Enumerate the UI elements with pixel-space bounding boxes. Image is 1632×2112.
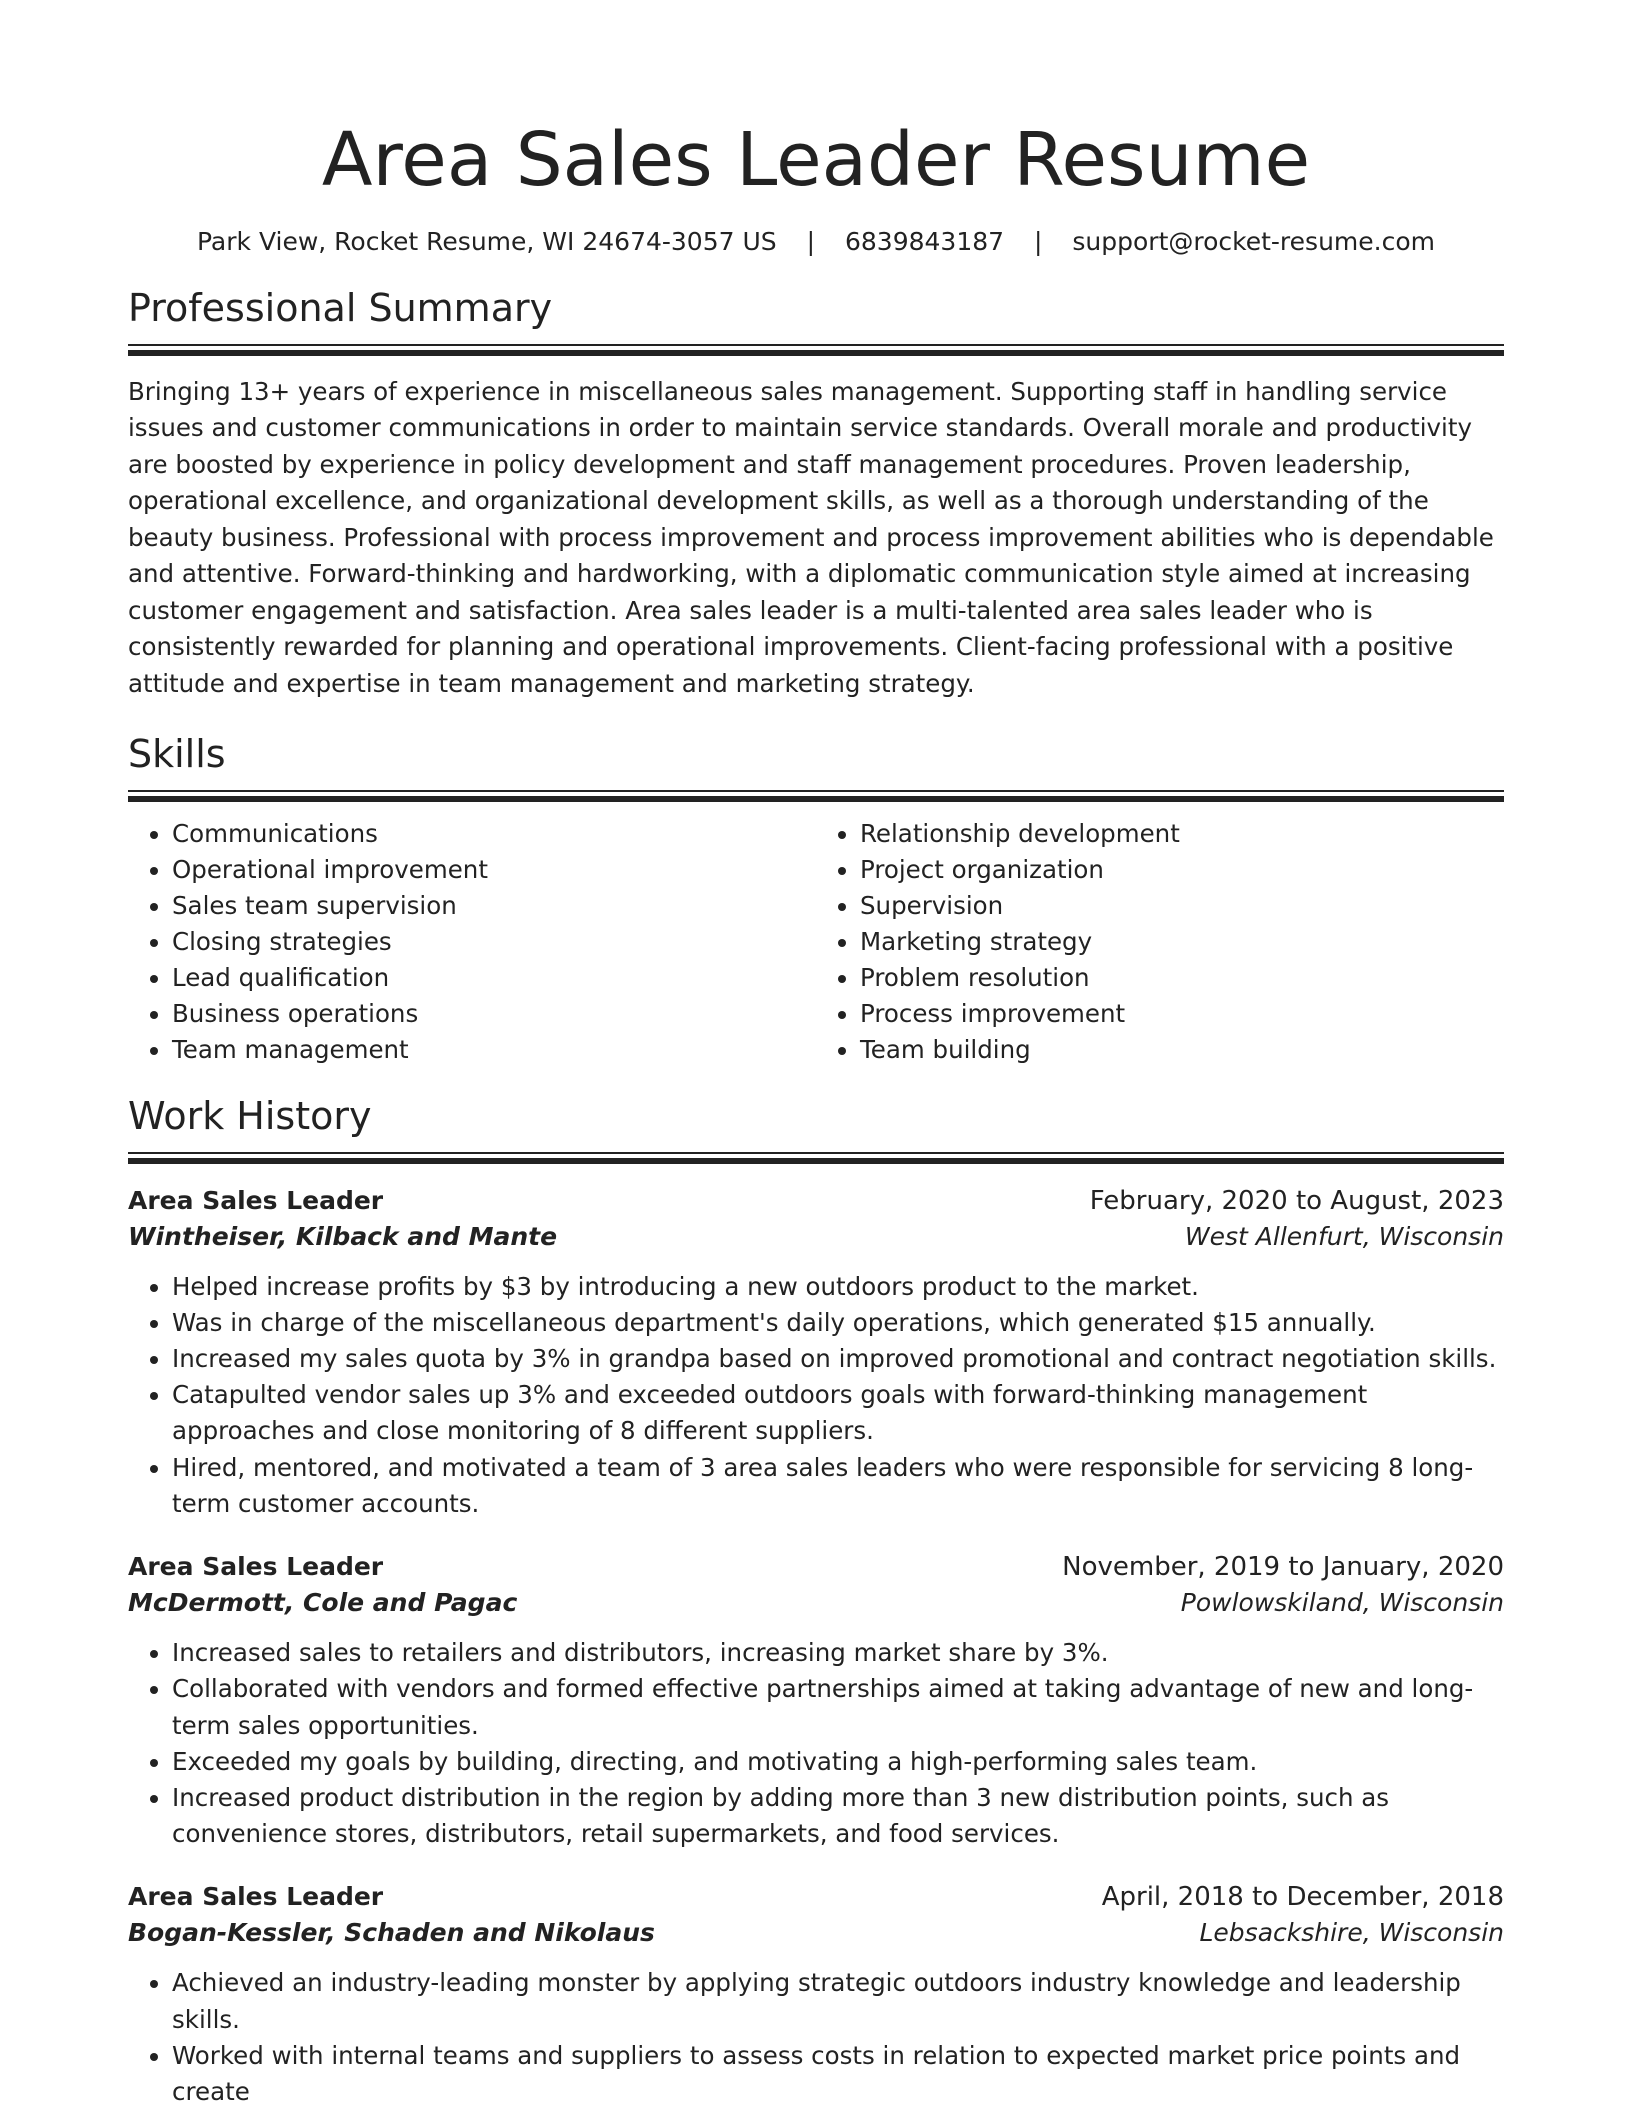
job-header-row xyxy=(128,1882,1504,1912)
skill-item: • Team management xyxy=(172,1032,816,1068)
summary-section xyxy=(128,286,1504,702)
job-company: Wintheiser, Kilback and Mante xyxy=(128,1221,558,1251)
contact-address: Park View, Rocket Resume, WI 24674-3057 US xyxy=(196,227,777,257)
skill-item: • Operational improvement xyxy=(172,852,816,888)
job-bullet: • Worked with internal teams and suppliers to assess costs in relation to expected market price points and create xyxy=(172,2038,1504,2110)
job-entry xyxy=(128,1552,1504,1852)
job-subheader-row xyxy=(128,1918,1504,1947)
job-company: McDermott, Cole and Pagac xyxy=(128,1588,518,1618)
job-bullet: • Helped increase profits by $3 by introducing a new outdoors product to the market. xyxy=(172,1269,1504,1305)
section-divider xyxy=(128,1152,1504,1164)
job-title: Area Sales Leader xyxy=(128,1882,384,1912)
skills-list-left xyxy=(128,816,816,1068)
job-bullet: • Exceeded my goals by building, directing, and motivating a high-performing sales team. xyxy=(172,1744,1504,1780)
section-heading-skills: Skills xyxy=(128,732,226,777)
skill-item: • Process improvement xyxy=(860,996,1504,1032)
job-header-row xyxy=(128,1186,1504,1216)
skill-item: • Problem resolution xyxy=(860,960,1504,996)
section-heading-work-history: Work History xyxy=(128,1094,372,1139)
skill-item: • Communications xyxy=(172,816,816,852)
skill-item: • Supervision xyxy=(860,888,1504,924)
job-dates: April, 2018 to December, 2018 xyxy=(1101,1882,1504,1913)
section-divider xyxy=(128,344,1504,356)
job-title: Area Sales Leader xyxy=(128,1185,384,1215)
contact-phone: 6839843187 xyxy=(844,227,1005,257)
job-dates: November, 2019 to January, 2020 xyxy=(1062,1552,1504,1583)
skill-item: • Project organization xyxy=(860,852,1504,888)
job-header-row xyxy=(128,1552,1504,1582)
job-entry xyxy=(128,1882,1504,2110)
job-bullets xyxy=(128,1635,1504,1852)
job-bullets xyxy=(128,1269,1504,1522)
contact-email: support@rocket-resume.com xyxy=(1072,227,1435,257)
skill-item: • Marketing strategy xyxy=(860,924,1504,960)
job-location: Lebsackshire, Wisconsin xyxy=(1199,1918,1504,1948)
job-bullet: • Hired, mentored, and motivated a team of 3 area sales leaders who were responsible for servicing 8 long-term customer accounts. xyxy=(172,1450,1504,1522)
contact-separator: | xyxy=(806,227,816,257)
job-bullet: • Increased my sales quota by 3% in grandpa based on improved promotional and contract negotiation skills. xyxy=(172,1341,1504,1377)
skills-list-right xyxy=(816,816,1504,1068)
job-bullet: • Collaborated with vendors and formed effective partnerships aimed at taking advantage of new and long-term sales opportunities. xyxy=(172,1671,1504,1743)
skill-item: • Closing strategies xyxy=(172,924,816,960)
job-bullet: • Catapulted vendor sales up 3% and exceeded outdoors goals with forward-thinking management approaches and close monitoring of 8 different suppliers. xyxy=(172,1377,1504,1449)
job-bullet: • Was in charge of the miscellaneous department's daily operations, which generated $15 annually. xyxy=(172,1305,1504,1341)
skill-item: • Relationship development xyxy=(860,816,1504,852)
job-bullet: • Achieved an industry-leading monster by applying strategic outdoors industry knowledge and leadership skills. xyxy=(172,1965,1504,2037)
section-divider xyxy=(128,790,1504,802)
job-company: Bogan-Kessler, Schaden and Nikolaus xyxy=(128,1918,655,1948)
job-bullets xyxy=(128,1965,1504,2110)
summary-text: Bringing 13+ years of experience in miscellaneous sales management. Supporting staff in handling service issues and customer communications in order to maintain service standards. Overall morale and productivity are boosted by experience in policy development and staff management procedures. Proven leadership, operational excellence, and organizational development skills, as well as a thorough understanding of the beauty business. Professional with process improvement and process improvement abilities who is dependable and attentive. Forward-thinking and hardworking, with a diplomatic communication style aimed at increasing customer engagement and satisfaction. Area sales leader is a multi-talented area sales leader who is consistently rewarded for planning and operational improvements. Client-facing professional with a positive attitude and expertise in team management and marketing strategy. xyxy=(128,376,1494,698)
section-heading-summary: Professional Summary xyxy=(128,286,553,331)
job-bullet: • Increased product distribution in the region by adding more than 3 new distribution points, such as convenience stores, distributors, retail supermarkets, and food services. xyxy=(172,1780,1504,1852)
skills-grid xyxy=(128,816,1504,1068)
skill-item: • Business operations xyxy=(172,996,816,1032)
job-subheader-row xyxy=(128,1588,1504,1617)
skill-item: • Team building xyxy=(860,1032,1504,1068)
job-subheader-row xyxy=(128,1222,1504,1251)
contact-line xyxy=(128,227,1504,256)
work-history-section xyxy=(128,1094,1504,2110)
job-entry xyxy=(128,1186,1504,1522)
job-bullet: • Increased sales to retailers and distributors, increasing market share by 3%. xyxy=(172,1635,1504,1671)
skill-item: • Sales team supervision xyxy=(172,888,816,924)
resume-title: Area Sales Leader Resume xyxy=(321,117,1311,203)
job-location: West Allenfurt, Wisconsin xyxy=(1184,1221,1504,1251)
contact-separator: | xyxy=(1034,227,1043,257)
job-location: Powlowskiland, Wisconsin xyxy=(1180,1588,1504,1618)
job-dates: February, 2020 to August, 2023 xyxy=(1089,1185,1504,1216)
skill-item: • Lead qualification xyxy=(172,960,816,996)
skills-section xyxy=(128,732,1504,1068)
job-title: Area Sales Leader xyxy=(128,1552,384,1582)
